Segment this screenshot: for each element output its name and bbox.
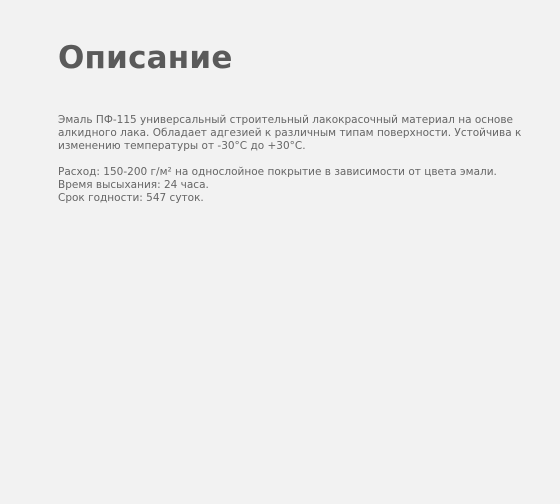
- description-paragraph: [58, 114, 522, 153]
- description-line: изменению температуры от -30°C до +30°C.: [58, 140, 306, 153]
- description-line: алкидного лака. Обладает адгезией к различным типам поверхности. Устойчива к: [58, 127, 522, 140]
- page-title: Описание: [58, 40, 233, 76]
- description-line: Эмаль ПФ-115 универсальный строительный лакокрасочный материал на основе: [58, 114, 514, 127]
- specifications-paragraph: [58, 166, 513, 205]
- shelf-life-line: Срок годности: 547 суток.: [58, 192, 204, 205]
- drying-time-line: Время высыхания: 24 часа.: [58, 179, 209, 192]
- description-content: [58, 114, 522, 205]
- consumption-line: Расход: 150-200 г/м² на однослойное покрытие в зависимости от цвета эмали.: [58, 166, 497, 179]
